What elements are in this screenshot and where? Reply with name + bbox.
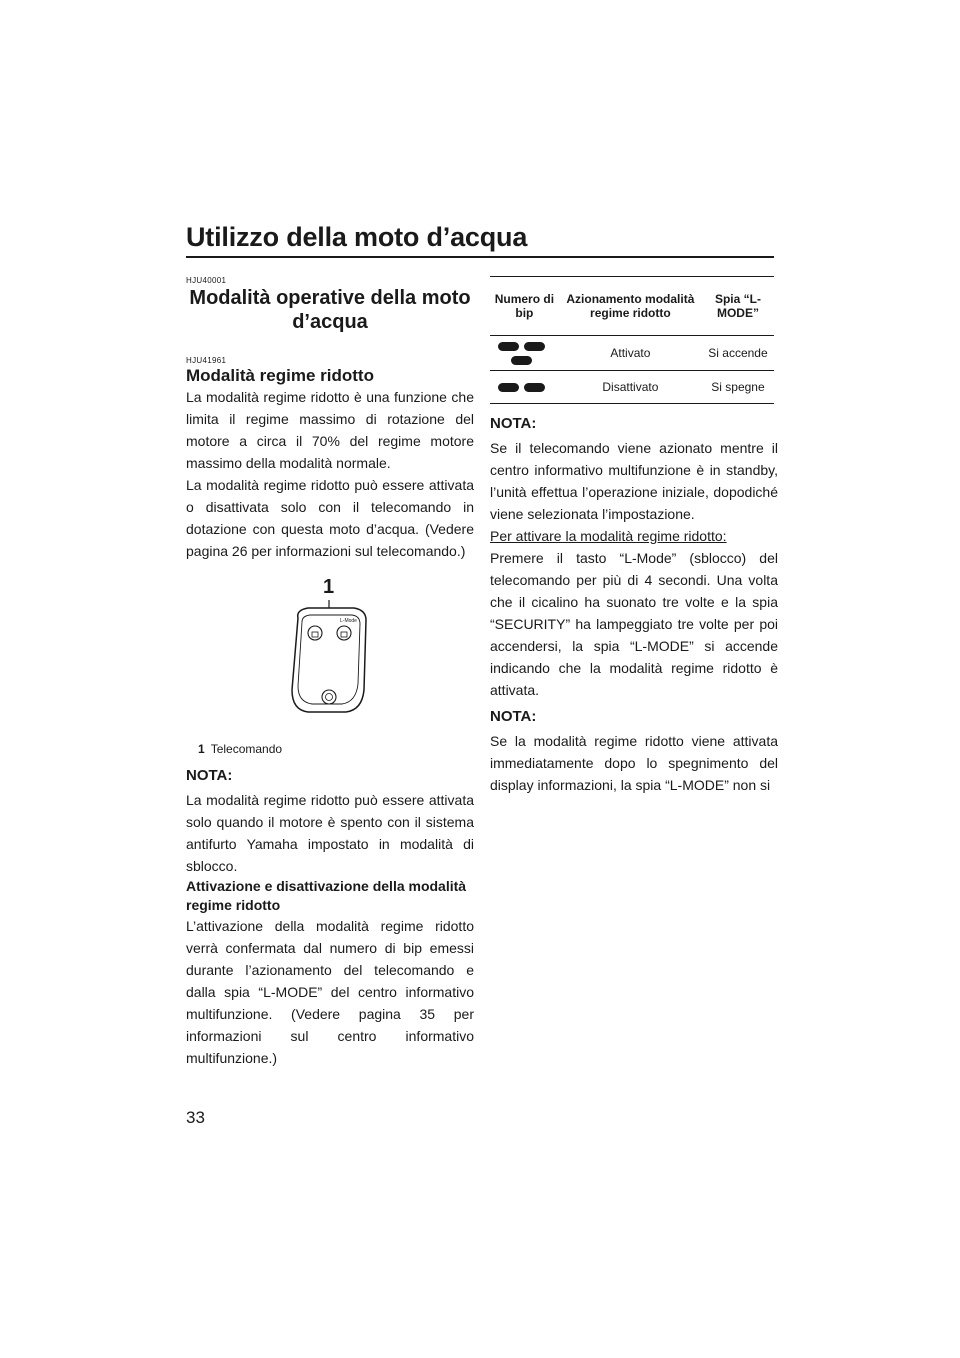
- beep-indicator: [490, 336, 559, 371]
- activate-paragraph: Premere il tasto “L-Mode” (sblocco) del telecomando per più di 4 secondi. Una volta che il cicalino ha suonato tre volte e la spia “SECURITY” ha lampeggiato tre volte per poi accendersi, la spia “L-MODE” si accende indicando che la modalità regime ridotto è attivata.: [490, 550, 778, 698]
- figure-caption: [198, 742, 282, 756]
- remote-figure: [186, 572, 474, 760]
- subsection-title: Modalità regime ridotto: [186, 366, 374, 385]
- nota-label: NOTA:: [186, 767, 233, 784]
- activation-paragraph: L’attivazione della modalità regime ridotto verrà confermata dal numero di bip emessi durante l’azionamento del telecomando e dalla spia “L-MODE” del centro informativo multifunzione. (Vedere pagina 35 per informazioni sul centro informativo multifunzione.): [186, 918, 474, 1066]
- lamp-cell: Si accende: [702, 336, 774, 371]
- remote-paragraph: La modalità regime ridotto può essere attivata o disattivata solo con il telecomando in dotazione con questa moto d’acqua. (Vedere pagina 26 per informazioni sul telecomando.): [186, 477, 474, 559]
- header-beeps: Numero di bip: [490, 277, 559, 336]
- lamp-cell: Si spegne: [702, 371, 774, 404]
- page-number: 33: [186, 1108, 205, 1127]
- intro-paragraph: La modalità regime ridotto è una funzione che limita il regime massimo di rotazione del motore a circa il 70% del regime motore massimo della modalità normale.: [186, 389, 474, 471]
- activate-heading: Per attivare la modalità regime ridotto:: [490, 528, 727, 544]
- table-row: [490, 371, 774, 404]
- action-cell: Disattivato: [559, 371, 702, 404]
- beep-icon: [498, 383, 519, 392]
- action-cell: Attivato: [559, 336, 702, 371]
- left-column: [186, 276, 474, 1069]
- figure-caption-text: Telecomando: [210, 742, 283, 756]
- remote-lmode-label: L-Mode: [340, 618, 357, 624]
- activation-heading: Attivazione e disattivazione della modalità regime ridotto: [186, 878, 467, 913]
- beep-icon: [524, 342, 545, 351]
- beep-indicator: [490, 371, 559, 404]
- section-code: HJU40001: [186, 276, 227, 285]
- nota-label: NOTA:: [490, 415, 537, 432]
- beep-icon: [511, 356, 532, 365]
- nota-text: La modalità regime ridotto può essere attivata solo quando il motore è spento con il sistema antifurto Yamaha impostato in modalità di sblocco.: [186, 792, 474, 874]
- beep-icon: [498, 342, 519, 351]
- figure-callout: 1: [323, 576, 335, 598]
- page-title: Utilizzo della moto d’acqua: [186, 222, 528, 252]
- table-row: [490, 336, 774, 371]
- title-rule: [186, 256, 774, 258]
- nota-label: NOTA:: [490, 708, 537, 725]
- header-lamp: Spia “L-MODE”: [702, 277, 774, 336]
- beep-table: [490, 276, 774, 404]
- nota-text: Se il telecomando viene azionato mentre il centro informativo multifunzione è in standby, l’unità effettua l’operazione iniziale, dopodiché viene selezionata l’impostazione.: [490, 440, 778, 522]
- header-action: Azionamento modalità regime ridotto: [559, 277, 702, 336]
- nota-text: Se la modalità regime ridotto viene attivata immediatamente dopo lo spegnimento del display informazioni, la spia “L-MODE” non si: [490, 733, 778, 793]
- figure-caption-number: 1: [198, 742, 205, 756]
- subsection-code: HJU41961: [186, 356, 227, 365]
- section-title: Modalità operative della moto d’acqua: [189, 287, 471, 333]
- right-column: [490, 276, 778, 796]
- beep-icon: [524, 383, 545, 392]
